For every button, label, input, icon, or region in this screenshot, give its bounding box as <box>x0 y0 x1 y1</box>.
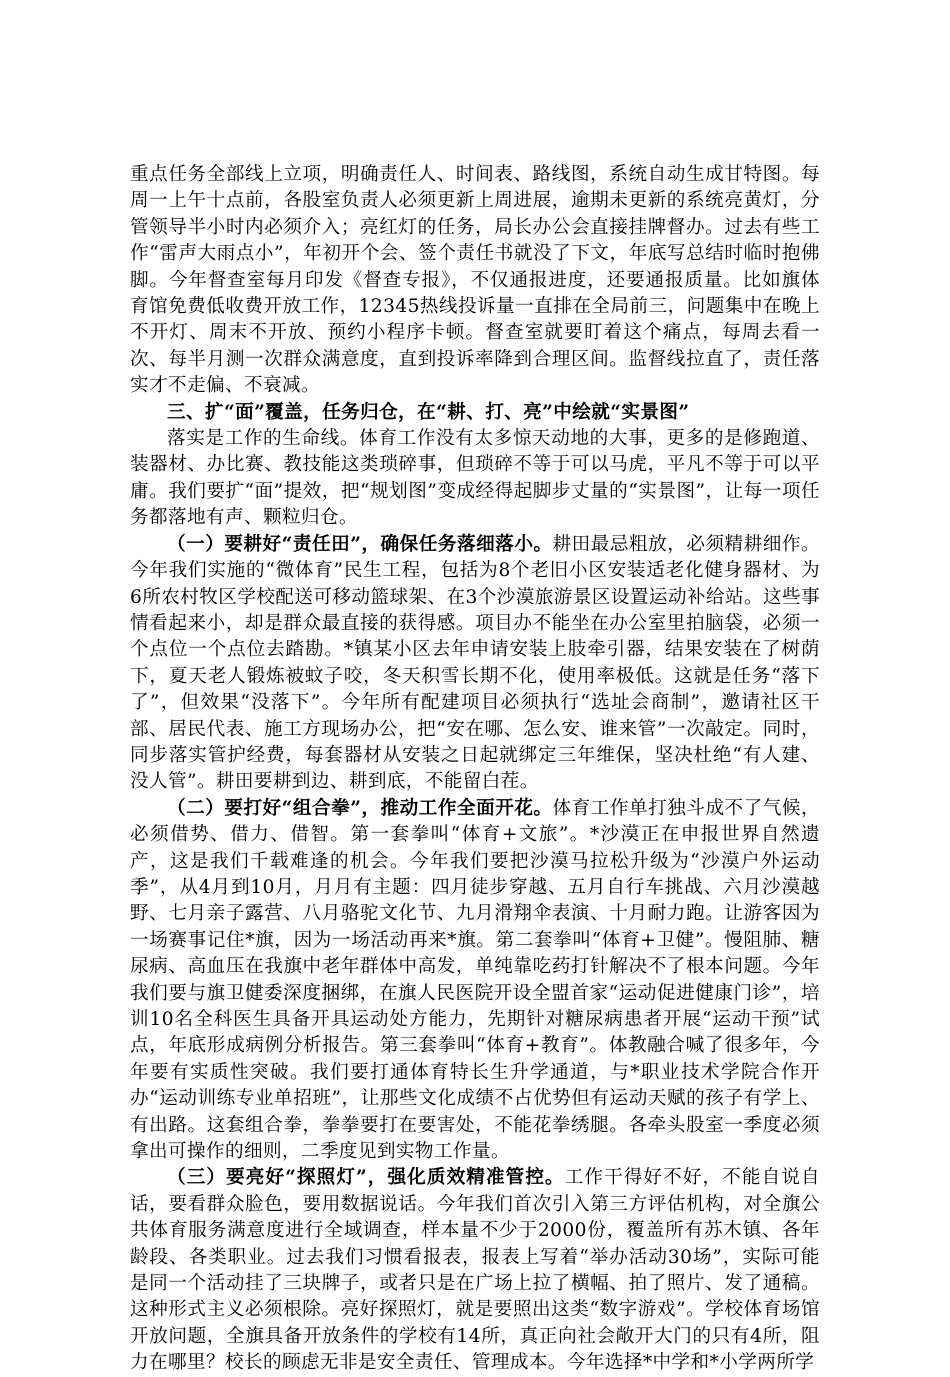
paragraph-subsection-two <box>130 796 820 1166</box>
subsection-title-two: （二）要打好“组合拳”，推动工作全面开花。 <box>167 797 553 819</box>
subsection-body-one: 耕田最忌粗放，必须精耕细作。今年我们实施的“微体育”民生工程，包括为8个老旧小区安装适老化健身器材、为6所农村牧区学校配送可移动篮球架、在3个沙漠旅游景区设置运动补给站。这些事情看起来小，却是群众最直接的获得感。项目办不能坐在办公室里拍脑袋，必须一个点位一个点位去踏勘。*镇某小区去年申请安装上肢牵引器，结果安装在了树荫下，夏天老人锻炼被蚊子咬，冬天积雪长期不化，使用率极低。这就是任务“落下了”，但效果“没落下”。今年所有配建项目必须执行“选址会商制”，邀请社区干部、居民代表、施工方现场办公，把“安在哪、怎么安、谁来管”一次敲定。同时，同步落实管护经费，每套器材从安装之日起就绑定三年维保，坚决杜绝“有人建、没人管”。耕田要耕到边、耕到底，不能留白茬。 <box>130 533 820 793</box>
paragraph-intro: 落实是工作的生命线。体育工作没有太多惊天动地的大事，更多的是修跑道、装器材、办比赛、教技能这类琐碎事，但琐碎不等于可以马虎，平凡不等于可以平庸。我们要扩“面”提效，把“规划图”变成经得起脚步丈量的“实景图”，让每一项任务都落地有声、颗粒归仓。 <box>130 428 820 529</box>
paragraph-continuation: 重点任务全部线上立项，明确责任人、时间表、路线图，系统自动生成甘特图。每周一上午十点前，各股室负责人必须更新上周进展，逾期未更新的系统亮黄灯，分管领导半小时内必须介入；亮红灯的任务，局长办公会直接挂牌督办。过去有些工作“雷声大雨点小”，年初开个会、签个责任书就没了下文，年底写总结时临时抱佛脚。今年督查室每月印发《督查专报》，不仅通报进度，还要通报质量。比如旗体育馆免费低收费开放工作，12345热线投诉量一直排在全局前三，问题集中在晚上不开灯、周末不开放、预约小程序卡顿。督查室就要盯着这个痛点，每周去看一次、每半月测一次群众满意度，直到投诉率降到合理区间。监督线拉直了，责任落实才不走偏、不衰减。 <box>130 164 820 397</box>
subsection-title-three: （三）要亮好“探照灯”，强化质效精准管控。 <box>167 1167 565 1189</box>
subsection-body-two: 体育工作单打独斗成不了气候，必须借势、借力、借智。第一套拳叫“体育+文旅”。*沙漠正在申报世界自然遗产，这是我们千载难逢的机会。今年我们要把沙漠马拉松升级为“沙漠户外运动季”，从4月到10月，月月有主题：四月徒步穿越、五月自行车挑战、六月沙漠越野、七月亲子露营、八月骆驼文化节、九月滑翔伞表演、十月耐力跑。让游客因为一场赛事记住*旗，因为一场活动再来*旗。第二套拳叫“体育+卫健”。慢阻肺、糖尿病、高血压在我旗中老年群体中高发，单纯靠吃药打针解决不了根本问题。今年我们要与旗卫健委深度捆绑，在旗人民医院开设全盟首家“运动促进健康门诊”，培训10名全科医生具备开具运动处方能力，先期针对糖尿病患者开展“运动干预”试点，年底形成病例分析报告。第三套拳叫“体育+教育”。体教融合喊了很多年，今年要有实质性突破。我们要打通体育特长生升学通道，与*职业技术学院合作开办“运动训练专业单招班”，让那些文化成绩不占优势但有运动天赋的孩子有学上、有出路。这套组合拳，拳拳要打在要害处，不能花拳绣腿。各牵头股室一季度必须拿出可操作的细则，二季度见到实物工作量。 <box>130 797 820 1163</box>
subsection-title-one: （一）要耕好“责任田”，确保任务落细落小。 <box>167 533 553 555</box>
paragraph-subsection-one <box>130 532 820 796</box>
section-heading-three: 三、扩“面”覆盖，任务归仓，在“耕、打、亮”中绘就“实景图” <box>167 401 690 423</box>
subsection-body-three: 工作干得好不好，不能自说自话，要看群众脸色，要用数据说话。今年我们首次引入第三方评估机构，对全旗公共体育服务满意度进行全域调查，样本量不少于2000份，覆盖所有苏木镇、各年龄段、各类职业。过去我们习惯看报表，报表上写着“举办活动30场”，实际可能是同一个活动挂了三块牌子，或者只是在广场上拉了横幅、拍了照片、发了通稿。这种形式主义必须根除。亮好探照灯，就是要照出这类“数字游戏”。学校体育场馆开放问题，全旗具备开放条件的学校有14所，真正向社会敞开大门的只有4所，阻力在哪里？校长的顾虑无非是安全责任、管理成本。今年选择*中学和*小学两所学 <box>130 1167 821 1374</box>
document-page <box>130 162 820 1377</box>
paragraph-subsection-three <box>130 1165 820 1376</box>
